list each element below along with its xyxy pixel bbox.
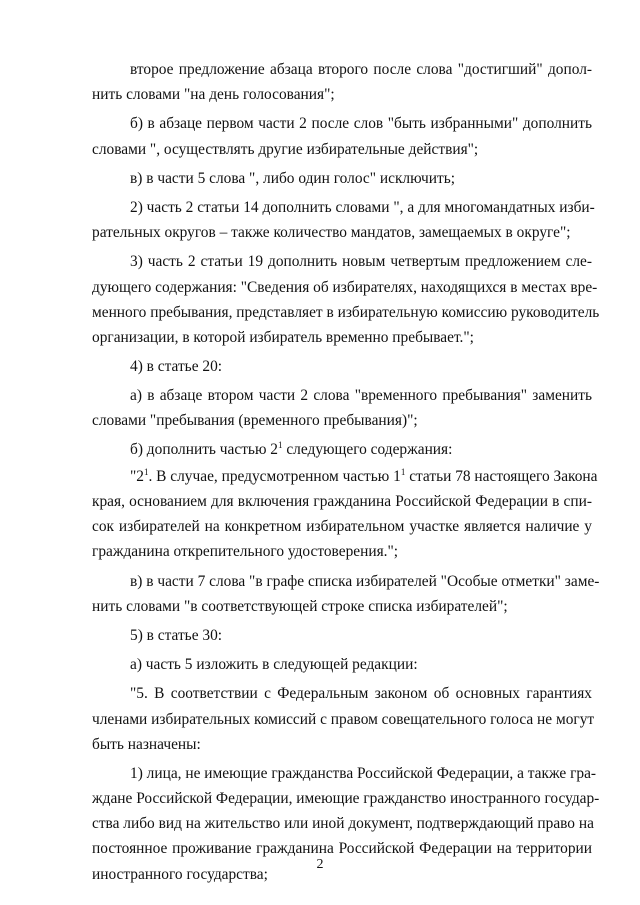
text-line: организации, в которой избиратель временно пребывает."; — [92, 328, 474, 346]
text-line: в) в части 7 слова "в графе списка избирателей "Особые отметки" заме- — [130, 572, 600, 590]
text-line: 2) часть 2 статьи 14 дополнить словами ", а для многомандатных изби- — [130, 198, 595, 216]
text-line: менного пребывания, представляет в избирательную комиссию руководитель — [92, 303, 600, 321]
text-line: ства либо вид на жительство или иной документ, подтверждающий право на — [92, 815, 594, 833]
text-line: быть назначены: — [92, 735, 201, 753]
text-line: "5. В соответствии с Федеральным законом об основных гарантиях — [130, 685, 592, 703]
page-number: 2 — [316, 857, 324, 872]
text-line: б) дополнить частью $2^1$ следующего содержания: — [130, 439, 453, 458]
document-body — [92, 57, 600, 887]
text-line: сок избирателей на конкретном избирательном участке является наличие у — [92, 518, 592, 536]
text-line: рательных округов – также количество мандатов, замещаемых в округе"; — [92, 224, 571, 242]
superscript: 1 — [278, 439, 283, 450]
text-line: а) часть 5 изложить в следующей редакции: — [130, 656, 418, 674]
superscript: 1 — [143, 466, 149, 477]
text-line: постоянное проживание гражданина Российской Федерации на территории — [92, 840, 592, 858]
superscript: 1 — [400, 466, 406, 477]
text-line: а) в абзаце втором части 2 слова "временного пребывания" заменить — [130, 387, 592, 405]
text-line: нить словами "на день голосования"; — [92, 86, 335, 104]
text-line: 5) в статье 30: — [130, 626, 223, 644]
text-line: второе предложение абзаца второго после слова "достигший" допол- — [130, 61, 592, 78]
text-line: словами "пребывания (временного пребывания)"; — [92, 412, 418, 430]
text-line: иностранного государства; — [92, 865, 268, 883]
text-line: дующего содержания: "Сведения об избирателях, находящихся в местах вре- — [92, 278, 598, 296]
text-line: 1) лица, не имеющие гражданства Российской Федерации, а также гра- — [130, 764, 597, 782]
text-line: б) в абзаце первом части 2 после слов "быть избранными" дополнить — [130, 115, 592, 133]
text-line: в) в части 5 слова ", либо один голос" исключить; — [130, 169, 456, 187]
text-line: 4) в статье 20: — [130, 358, 223, 376]
text-line: словами ", осуществлять другие избирательные действия"; — [92, 140, 479, 158]
text-line: нить словами "в соответствующей строке списка избирателей"; — [92, 597, 508, 615]
text-line: "$2^1$. В случае, предусмотренном частью $1^1$ статьи 78 настоящего Закона — [130, 466, 598, 485]
text-line: края, основанием для включения гражданина Российской Федерации в спи- — [92, 493, 592, 510]
text-line: ждане Российской Федерации, имеющие гражданство иностранного государ- — [92, 790, 600, 808]
text-line: гражданина открепительного удостоверения."; — [92, 543, 399, 561]
text-line: членами избирательных комиссий с правом совещательного голоса не могут — [92, 710, 595, 728]
text-line: 3) часть 2 статьи 19 дополнить новым четвертым предложением сле- — [130, 253, 592, 271]
